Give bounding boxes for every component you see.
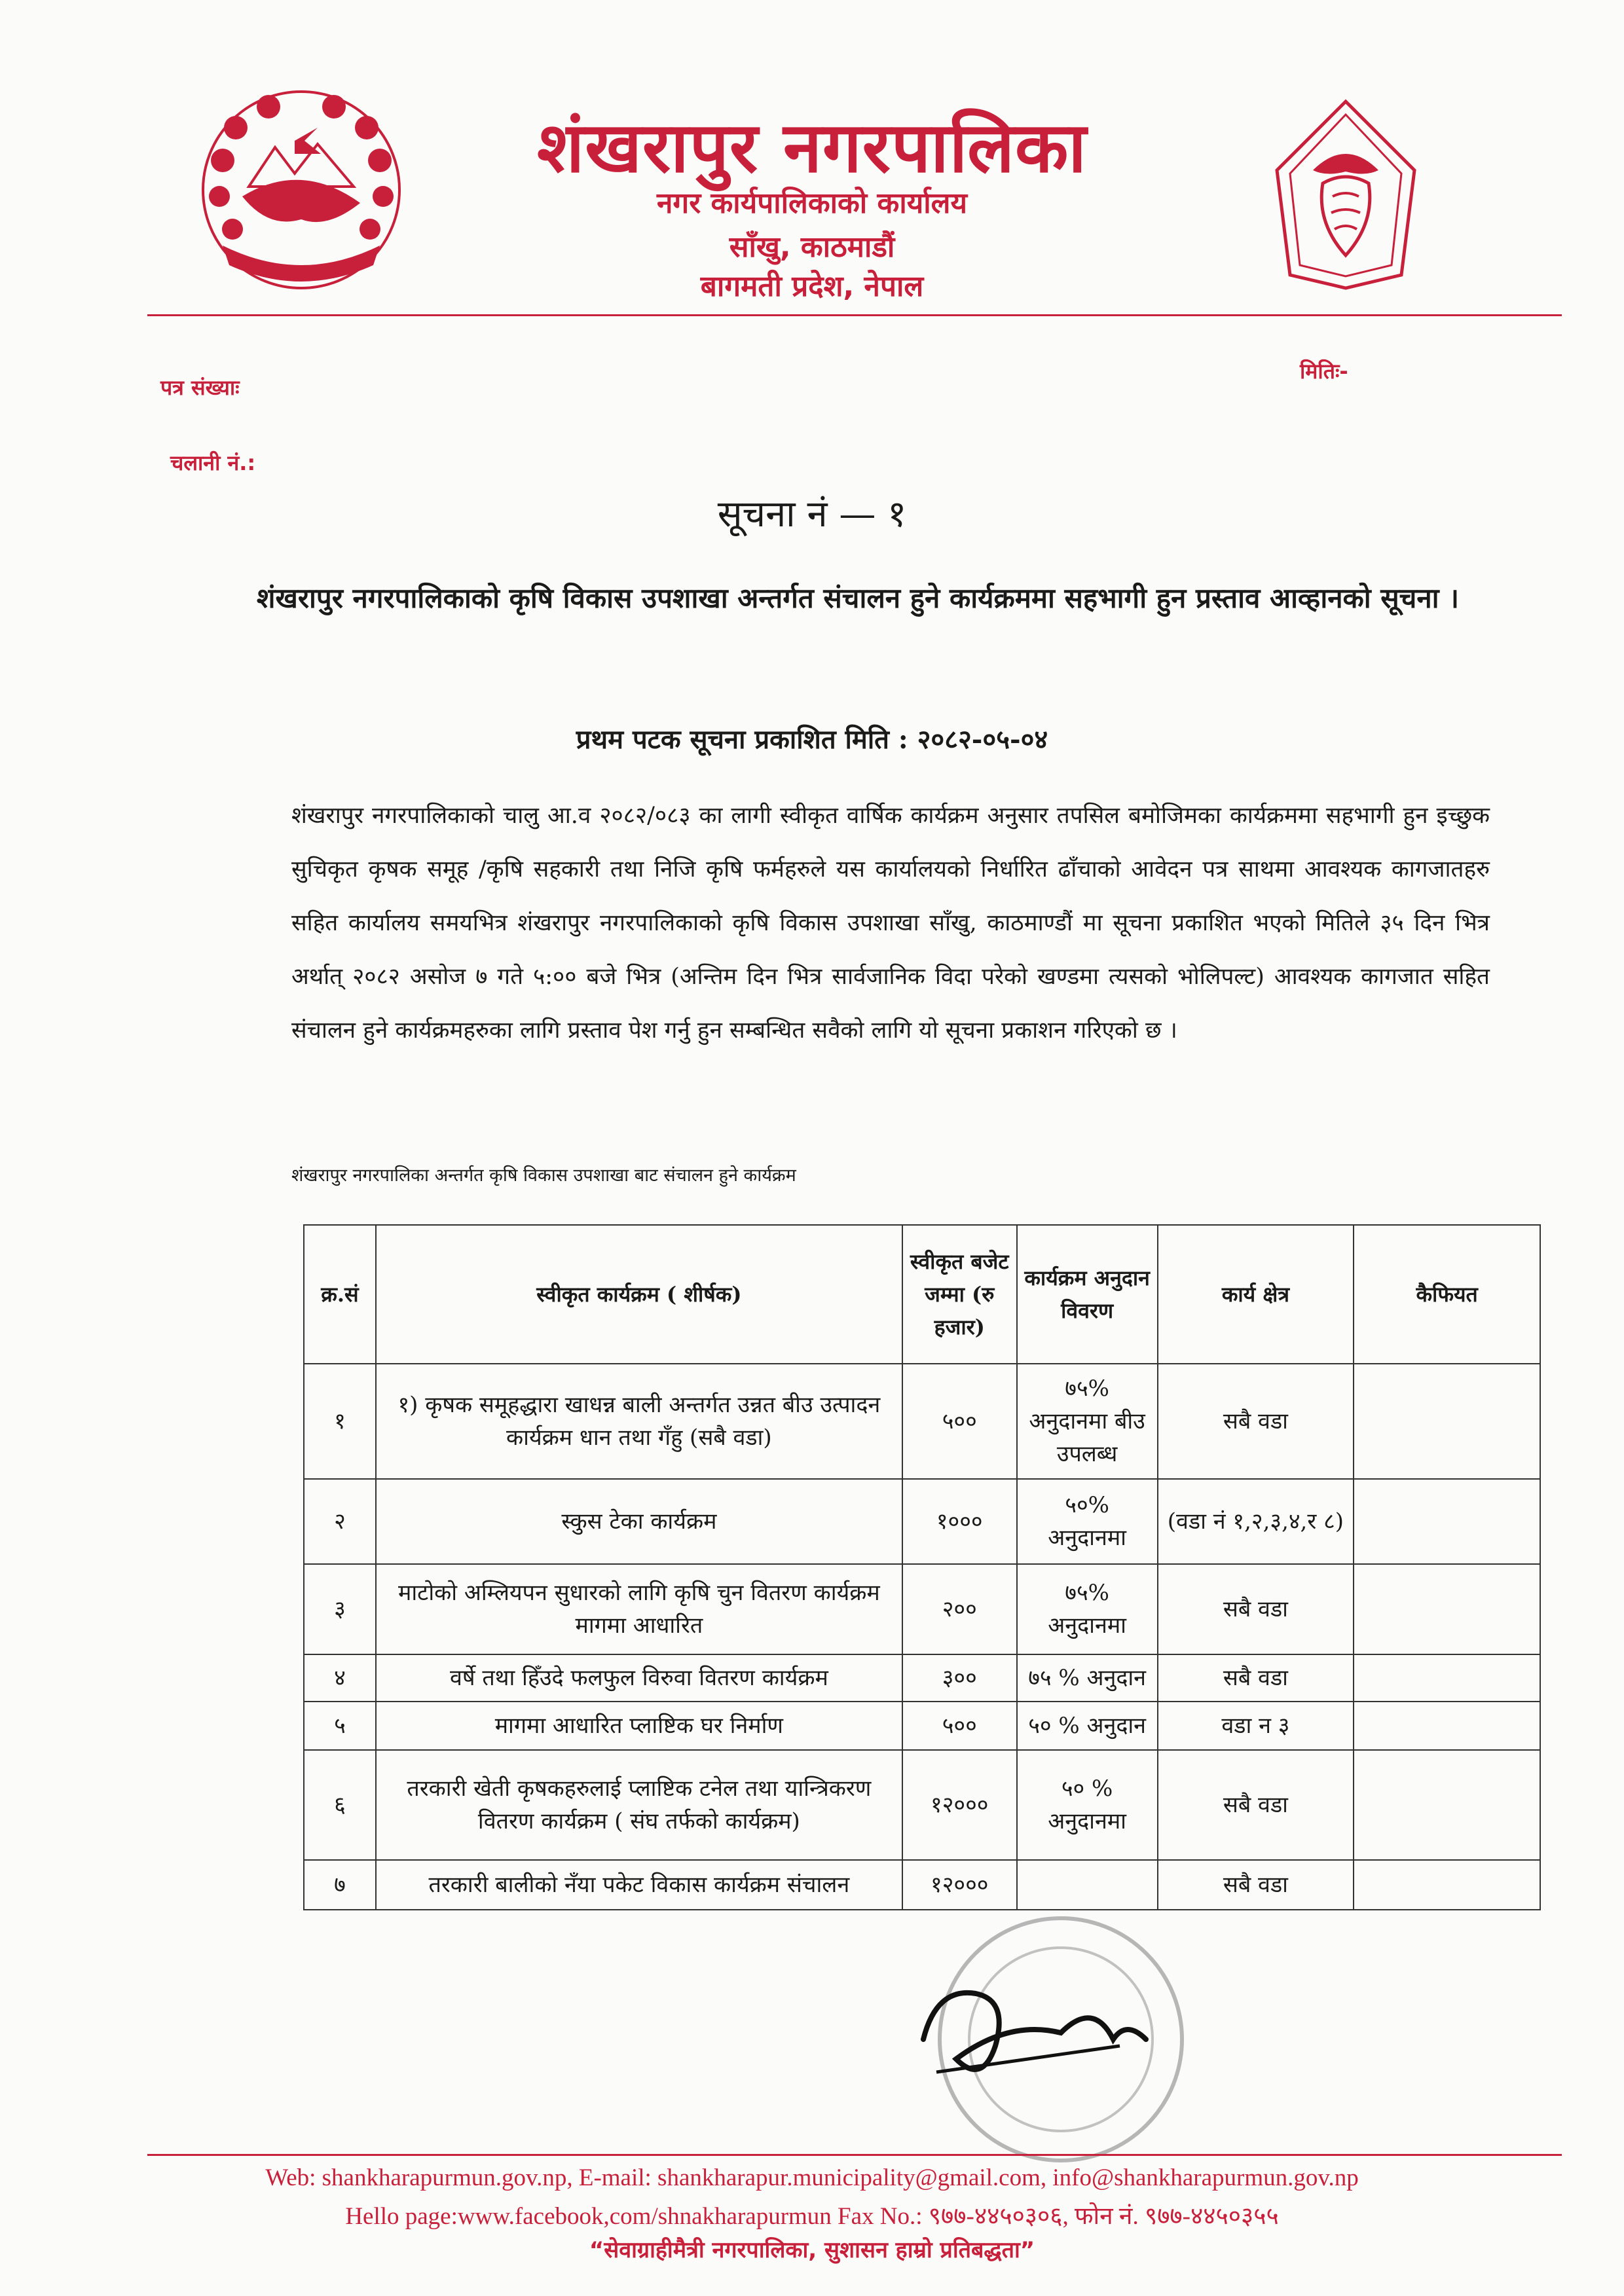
published-date: प्रथम पटक सूचना प्रकाशित मिति : २०८२-०५-०४ — [576, 724, 1048, 755]
cell-grant: ७५% अनुदानमा — [1017, 1564, 1158, 1654]
cell-serial: १ — [304, 1364, 376, 1479]
cell-budget: २०० — [902, 1564, 1017, 1654]
office-name: नगर कार्यपालिकाको कार्यालय — [657, 187, 967, 220]
notice-number: सूचना नं — १ — [717, 493, 907, 536]
date-label: मितिः- — [1300, 359, 1348, 384]
table-row — [304, 1564, 1540, 1654]
cell-remarks — [1354, 1860, 1540, 1910]
cell-budget: १२००० — [902, 1750, 1017, 1860]
cell-grant: ७५ % अनुदान — [1017, 1654, 1158, 1702]
cell-budget: १२००० — [902, 1860, 1017, 1910]
header-budget: स्वीकृत बजेट जम्मा (रु हजार) — [902, 1225, 1017, 1364]
table-row — [304, 1654, 1540, 1702]
table-row — [304, 1479, 1540, 1564]
cell-remarks — [1354, 1479, 1540, 1564]
table-row — [304, 1364, 1540, 1479]
header-grant: कार्यक्रम अनुदान विवरण — [1017, 1225, 1158, 1364]
footer-web-email: Web: shankharapurmun.gov.np, E-mail: shankharapur.municipality@gmail.com, info@shankharapurmun.gov.np — [265, 2164, 1359, 2191]
footer-divider — [147, 2154, 1562, 2156]
table-header-row — [304, 1225, 1540, 1364]
cell-remarks — [1354, 1750, 1540, 1860]
cell-program: वर्षे तथा हिँउदे फलफुल विरुवा वितरण कार्यक्रम — [376, 1654, 902, 1702]
cell-remarks — [1354, 1654, 1540, 1702]
header-area: कार्य क्षेत्र — [1158, 1225, 1354, 1364]
footer-motto: “सेवाग्राहीमैत्री नगरपालिका, सुशासन हाम्रो प्रतिबद्धता” — [589, 2237, 1035, 2263]
cell-remarks — [1354, 1364, 1540, 1479]
cell-area: सबै वडा — [1158, 1364, 1354, 1479]
cell-remarks — [1354, 1702, 1540, 1750]
cell-serial: ४ — [304, 1654, 376, 1702]
cell-program: स्कुस टेका कार्यक्रम — [376, 1479, 902, 1564]
cell-program: मागमा आधारित प्लाष्टिक घर निर्माण — [376, 1702, 902, 1750]
cell-area: सबै वडा — [1158, 1564, 1354, 1654]
cell-serial: ७ — [304, 1860, 376, 1910]
cell-area: सबै वडा — [1158, 1750, 1354, 1860]
official-seal-signature — [897, 1908, 1205, 2183]
notice-subject: शंखरापुर नगरपालिकाको कृषि विकास उपशाखा अन्तर्गत संचालन हुने कार्यक्रममा सहभागी हुन प्रस्ताव आव्हानको सूचना । — [256, 582, 1460, 614]
cell-grant: ७५% अनुदानमा बीउ उपलब्ध — [1017, 1364, 1158, 1479]
cell-remarks — [1354, 1564, 1540, 1654]
table-row — [304, 1750, 1540, 1860]
cell-program: तरकारी खेती कृषकहरुलाई प्लाष्टिक टनेल तथा यान्त्रिकरण वितरण कार्यक्रम ( संघ तर्फको कार्यक्रम) — [376, 1750, 902, 1860]
program-table — [303, 1224, 1541, 1910]
cell-budget: ५०० — [902, 1702, 1017, 1750]
patra-sankhya-label: पत्र संख्याः — [160, 375, 240, 400]
cell-serial: ६ — [304, 1750, 376, 1860]
cell-budget: ३०० — [902, 1654, 1017, 1702]
chalani-number-label: चलानी नं.: — [170, 450, 256, 475]
cell-grant: ५० % अनुदान — [1017, 1702, 1158, 1750]
table-row — [304, 1702, 1540, 1750]
cell-program: १) कृषक समूहद्धारा खाधन्न बाली अन्तर्गत उन्नत बीउ उत्पादन कार्यक्रम धान तथा गँहु (सबै वडा) — [376, 1364, 902, 1479]
table-caption: शंखरापुर नगरपालिका अन्तर्गत कृषि विकास उपशाखा बाट संचालन हुने कार्यक्रम — [291, 1165, 796, 1186]
cell-area: सबै वडा — [1158, 1654, 1354, 1702]
cell-serial: २ — [304, 1479, 376, 1564]
cell-program: माटोको अम्लियपन सुधारको लागि कृषि चुन वितरण कार्यक्रम मागमा आधारित — [376, 1564, 902, 1654]
header-program: स्वीकृत कार्यक्रम ( शीर्षक) — [376, 1225, 902, 1364]
notice-body: शंखरापुर नगरपालिकाको चालु आ.व २०८२/०८३ का लागी स्वीकृत वार्षिक कार्यक्रम अनुसार तपसिल बमोजिमका कार्यक्रममा सहभागी हुन इच्छुक सुचिकृत कृषक समूह /कृषि सहकारी तथा निजि कृषि फर्महरुले यस कार्यालयको निर्धारित ढाँचाको आवेदन पत्र साथमा आवश्यक कागजातहरु सहित कार्यालय समयभित्र शंखरापुर नगरपालिकाको कृषि विकास उपशाखा साँखु, काठमाण्डौं मा सूचना प्रकाशित भएको मितिले ३५ दिन भित्र अर्थात् २०८२ असोज ७ गते ५:०० बजे भित्र (अन्तिम दिन भित्र सार्वजानिक विदा परेको खण्डमा त्यसको भोलिपल्ट) आवश्यक कागजात सहित संचालन हुने कार्यक्रमहरुका लागि प्रस्ताव पेश गर्नु हुन सम्बन्धित सवैको लागि यो सूचना प्रकाशन गरिएको छ । — [291, 803, 1490, 1044]
cell-budget: १००० — [902, 1479, 1017, 1564]
cell-grant: ५० % अनुदानमा — [1017, 1750, 1158, 1860]
cell-area: वडा न ३ — [1158, 1702, 1354, 1750]
table-row — [304, 1860, 1540, 1910]
office-location: साँखु, काठमाडौं — [729, 230, 895, 264]
cell-program: तरकारी बालीको नँया पकेट विकास कार्यक्रम संचालन — [376, 1860, 902, 1910]
cell-serial: ५ — [304, 1702, 376, 1750]
cell-grant: ५०% अनुदानमा — [1017, 1479, 1158, 1564]
cell-grant — [1017, 1860, 1158, 1910]
province-name: बागमती प्रदेश, नेपाल — [700, 270, 924, 303]
header-divider — [147, 314, 1562, 316]
cell-serial: ३ — [304, 1564, 376, 1654]
org-title: शंखरापुर नगरपालिका — [537, 107, 1087, 188]
cell-budget: ५०० — [902, 1364, 1017, 1479]
footer-contact: Hello page:www.facebook,com/shnakharapurmun Fax No.: ९७७-४४५०३०६, फोन नं. ९७७-४४५०३५५ — [345, 2203, 1279, 2230]
header-serial: क्र.सं — [304, 1225, 376, 1364]
cell-area: (वडा नं १,२,३,४,र ८) — [1158, 1479, 1354, 1564]
header-remarks: कैफियत — [1354, 1225, 1540, 1364]
cell-area: सबै वडा — [1158, 1860, 1354, 1910]
